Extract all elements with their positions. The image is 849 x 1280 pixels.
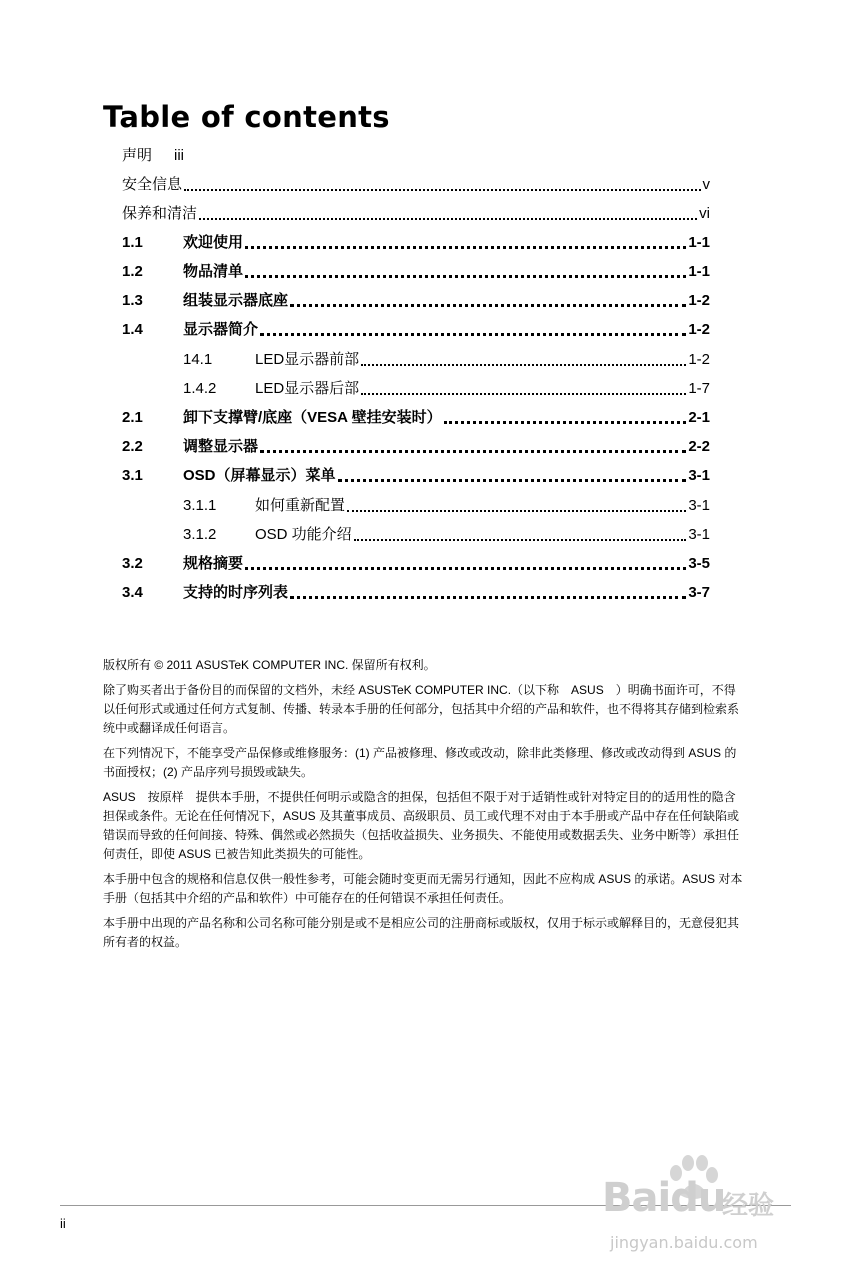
- toc-leader-dots: [260, 450, 686, 453]
- toc-entry-page: 2-1: [688, 409, 710, 426]
- toc-entry-page: iii: [174, 147, 185, 164]
- toc-entry-page: 3-7: [688, 584, 710, 601]
- toc-entry-number: 保养和清洁: [122, 205, 198, 222]
- toc-entry-number: 2.1: [122, 409, 143, 426]
- toc-entry[interactable]: [183, 347, 710, 369]
- toc-entry-number: 1.2: [122, 263, 143, 280]
- toc-entry-page: 1-2: [688, 351, 710, 368]
- toc-entry[interactable]: [122, 317, 710, 339]
- toc-entry-title: LED显示器前部: [255, 351, 360, 368]
- toc-entry-title: 物品清单: [183, 263, 244, 280]
- toc-entry-page: 3-1: [688, 526, 710, 543]
- watermark-url: jingyan.baidu.com: [610, 1233, 758, 1252]
- toc-entry[interactable]: [122, 463, 710, 485]
- toc-entry-number: 安全信息: [122, 176, 183, 193]
- toc-entry[interactable]: [122, 201, 710, 223]
- toc-entry[interactable]: [122, 434, 710, 456]
- toc-entry-number: 1.4.2: [183, 380, 217, 397]
- toc-leader-dots: [361, 364, 686, 366]
- toc-entry[interactable]: [122, 259, 710, 281]
- toc-entry[interactable]: [183, 493, 710, 515]
- toc-entry-page: 3-1: [688, 467, 710, 484]
- toc-entry-number: 1.3: [122, 292, 143, 309]
- toc-entry[interactable]: [183, 522, 710, 544]
- toc-entry-number: 3.2: [122, 555, 143, 572]
- toc-leader-dots: [444, 421, 687, 424]
- toc-entry[interactable]: [122, 580, 710, 602]
- toc-leader-dots: [354, 539, 687, 541]
- toc-entry-page: 1-7: [688, 380, 710, 397]
- toc-entry-number: 2.2: [122, 438, 143, 455]
- toc-entry-page: 2-2: [688, 438, 710, 455]
- toc-entry-page: v: [702, 176, 710, 193]
- toc-leader-dots: [260, 333, 686, 336]
- toc-entry-title: 如何重新配置: [255, 497, 346, 514]
- toc-leader-dots: [290, 304, 686, 307]
- toc-entry-title: 支持的时序列表: [183, 584, 289, 601]
- copyright-paragraph: 在下列情况下，不能享受产品保修或维修服务：(1) 产品被修理、修改或改动，除非此类修理、修改或改动得到 ASUS 的书面授权；(2) 产品序列号损毁或缺失。: [103, 746, 737, 779]
- toc-entry-page: 3-1: [688, 497, 710, 514]
- toc-leader-dots: [361, 393, 686, 395]
- toc-entry-number: 3.1: [122, 467, 143, 484]
- toc-entry-page: 1-2: [688, 321, 710, 338]
- toc-entry-number: 1.1: [122, 234, 143, 251]
- toc-entry-title: 欢迎使用: [183, 234, 244, 251]
- watermark-cn: 经验: [722, 1191, 775, 1221]
- toc-entry[interactable]: [122, 143, 184, 165]
- toc-leader-dots: [199, 218, 697, 220]
- toc-leader-dots: [347, 510, 686, 512]
- toc-entry[interactable]: [122, 551, 710, 573]
- toc-entry-page: 1-1: [688, 234, 710, 251]
- toc-entry-page: 1-2: [688, 292, 710, 309]
- page-title: Table of contents: [103, 100, 390, 134]
- toc-entry-title: OSD（屏幕显示）菜单: [183, 467, 336, 484]
- toc-entry-page: vi: [699, 205, 710, 222]
- toc-entry[interactable]: [122, 405, 710, 427]
- toc-entry[interactable]: [122, 288, 710, 310]
- toc-leader-dots: [245, 246, 686, 249]
- toc-entry-title: OSD 功能介绍: [255, 526, 352, 543]
- toc-entry-page: 1-1: [688, 263, 710, 280]
- toc-entry-number: 14.1: [183, 351, 213, 368]
- toc-entry-title: LED显示器后部: [255, 380, 360, 397]
- toc-leader-dots: [338, 479, 687, 482]
- toc-leader-dots: [290, 596, 686, 599]
- copyright-paragraph: 本手册中包含的规格和信息仅供一般性参考，可能会随时变更而无需另行通知，因此不应构成 ASUS 的承诺。ASUS 对本手册（包括其中介绍的产品和软件）中可能存在的任何错误不承担任何责任。: [103, 872, 743, 905]
- toc-entry-title: 显示器简介: [183, 321, 259, 338]
- copyright-paragraph: 除了购买者出于备份目的而保留的文档外，未经 ASUSTeK COMPUTER INC.（以下称 ASUS ）明确书面许可，不得以任何形式或通过任何方式复制、传播、转录本手册的任何部分，包括其中介绍的产品和软件，也不得将其存储到检索系统中或翻译成任何语言。: [103, 683, 740, 735]
- toc-entry-page: 3-5: [688, 555, 710, 572]
- toc-entry-title: 卸下支撑臂/底座（VESA 壁挂安装时）: [183, 409, 442, 426]
- copyright-notice: [103, 656, 743, 958]
- toc-entry-number: 3.4: [122, 584, 143, 601]
- copyright-paragraph: 版权所有 © 2011 ASUSTeK COMPUTER INC. 保留所有权利。: [103, 658, 436, 672]
- toc-leader-dots: [184, 189, 700, 191]
- toc-entry[interactable]: [122, 230, 710, 252]
- toc-entry-title: 组装显示器底座: [183, 292, 289, 309]
- toc-entry-number: 1.4: [122, 321, 143, 338]
- toc-entry-number: 3.1.1: [183, 497, 217, 514]
- toc-leader-dots: [245, 275, 686, 278]
- watermark-brand: Baidu: [602, 1175, 726, 1221]
- toc-entry-number: 3.1.2: [183, 526, 217, 543]
- page-number: ii: [60, 1216, 66, 1231]
- copyright-paragraph: 本手册中出现的产品名称和公司名称可能分别是或不是相应公司的注册商标或版权，仅用于标示或解释目的，无意侵犯其所有者的权益。: [103, 916, 740, 949]
- toc-entry-title: 调整显示器: [183, 438, 259, 455]
- toc-leader-dots: [245, 567, 686, 570]
- toc-entry[interactable]: [183, 376, 710, 398]
- copyright-paragraph: ASUS 按原样 提供本手册，不提供任何明示或隐含的担保，包括但不限于对于适销性或针对特定目的的适用性的隐含担保或条件。无论在任何情况下，ASUS 及其董事成员、高级职员、员工或代理不对由于本手册或产品中存在任何缺陷或错误而导致的任何间接、特殊、偶然或必然损失（包括收益损失、业务损失、不能使用或数据丢失、业务中断等）承担任何责任，即使 ASUS 已被告知此类损失的可能性。: [103, 790, 740, 861]
- baidu-watermark: [590, 1155, 790, 1265]
- toc-entry-number: 声明: [122, 147, 153, 164]
- toc-entry[interactable]: [122, 172, 710, 194]
- toc-entry-title: 规格摘要: [183, 555, 244, 572]
